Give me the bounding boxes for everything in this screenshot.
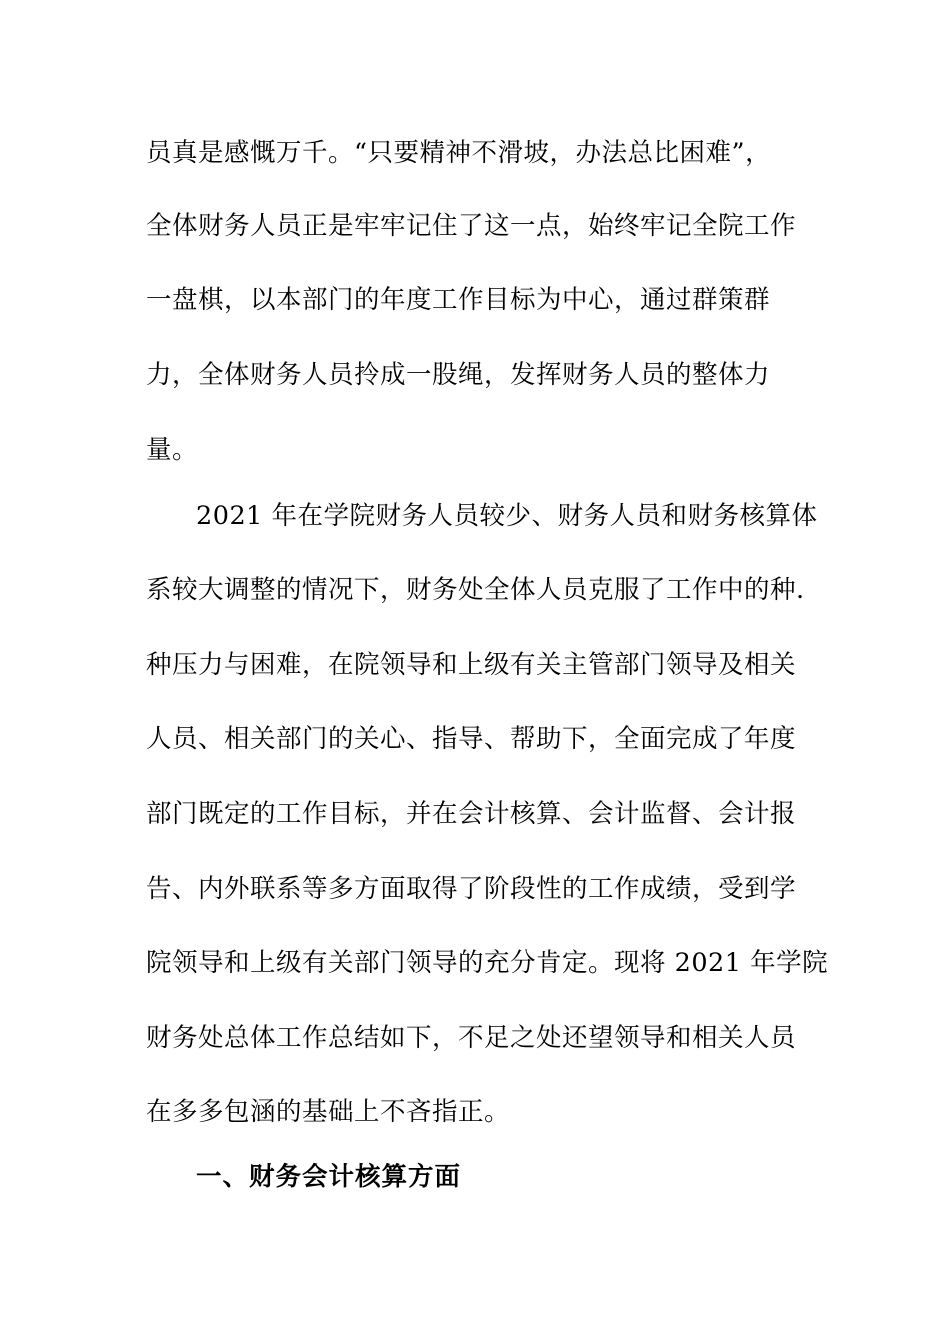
paragraph-1-line-4: 力，全体财务人员拎成一股绳，发挥财务人员的整体力 [146, 360, 771, 390]
section-heading: 一、财务会计核算方面 [196, 1162, 462, 1192]
paragraph-1-line-5: 量。 [146, 435, 199, 465]
paragraph-2-line-7: 院领导和上级有关部门领导的充分肯定。现将 2021 年学院 [146, 948, 829, 978]
paragraph-2-line-4: 人员、相关部门的关心、指导、帮助下，全面完成了年度 [146, 724, 797, 754]
paragraph-2-line-1: 2021 年在学院财务人员较少、财务人员和财务核算体 [196, 501, 818, 531]
paragraph-2-line-5: 部门既定的工作目标，并在会计核算、会计监督、会计报 [146, 799, 797, 829]
paragraph-2-line-3: 种压力与困难，在院领导和上级有关主管部门领导及相关 [146, 650, 797, 680]
paragraph-2-line-6: 告、内外联系等多方面取得了阶段性的工作成绩，受到学 [146, 874, 797, 904]
paragraph-1-line-3: 一盘棋，以本部门的年度工作目标为中心，通过群策群 [146, 285, 771, 315]
paragraph-1-line-1: 员真是感慨万千。“只要精神不滑坡，办法总比困难”， [146, 138, 772, 168]
paragraph-2-line-9: 在多多包涵的基础上不吝指正。 [146, 1097, 511, 1127]
paragraph-2-line-8: 财务处总体工作总结如下，不足之处还望领导和相关人员 [146, 1023, 797, 1053]
paragraph-2-line-2: 系较大调整的情况下，财务处全体人员克服了工作中的种. [146, 575, 805, 605]
paragraph-1-line-2: 全体财务人员正是牢牢记住了这一点，始终牢记全院工作 [146, 211, 797, 241]
